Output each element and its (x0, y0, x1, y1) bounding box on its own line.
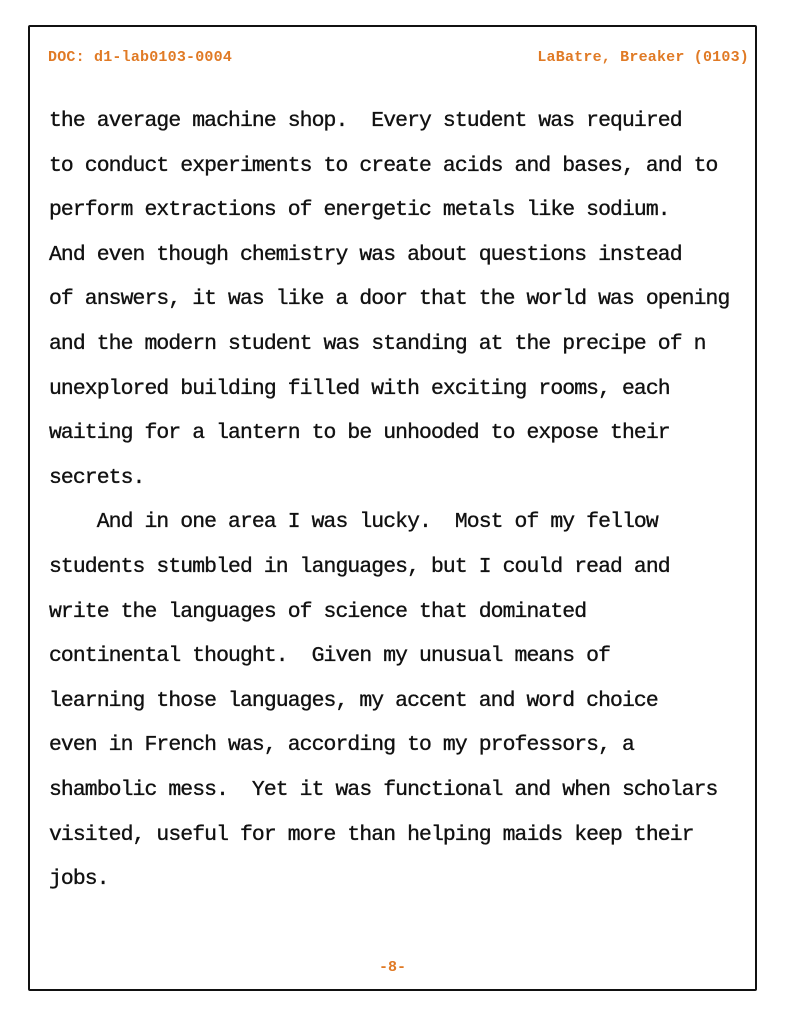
text-line: shambolic mess. Yet it was functional and when scholars (49, 777, 718, 802)
text-line: jobs. (49, 867, 109, 892)
page-footer (30, 959, 755, 976)
text-line: continental thought. Given my unusual means of (49, 644, 611, 669)
author-reference-label: LaBatre, Breaker (0103) (537, 48, 749, 66)
text-line: students stumbled in languages, but I could read and (49, 554, 670, 579)
text-line: of answers, it was like a door that the world was opening (49, 287, 730, 312)
text-line: the average machine shop. Every student was required (49, 109, 682, 133)
text-line: secrets. (49, 465, 145, 490)
text-line: to conduct experiments to create acids and bases, and to (49, 153, 718, 178)
text-line: and the modern student was standing at the precipe of n (49, 331, 706, 356)
page-number: -8- (378, 959, 406, 976)
text-line: And even though chemistry was about questions instead (49, 242, 682, 267)
page-header (48, 47, 749, 67)
text-line: visited, useful for more than helping maids keep their (49, 822, 694, 847)
text-line: And in one area I was lucky. Most of my fellow (49, 510, 658, 535)
body-text (49, 99, 759, 902)
text-line: write the languages of science that dominated (49, 599, 587, 624)
text-line: learning those languages, my accent and word choice (49, 688, 658, 713)
document-page (28, 25, 757, 991)
doc-id-label: DOC: d1-lab0103-0004 (48, 48, 233, 66)
text-line: waiting for a lantern to be unhooded to expose their (49, 421, 670, 446)
text-line: even in French was, according to my professors, a (49, 733, 634, 758)
text-line: perform extractions of energetic metals like sodium. (49, 198, 670, 223)
text-line: unexplored building filled with exciting rooms, each (49, 376, 670, 401)
